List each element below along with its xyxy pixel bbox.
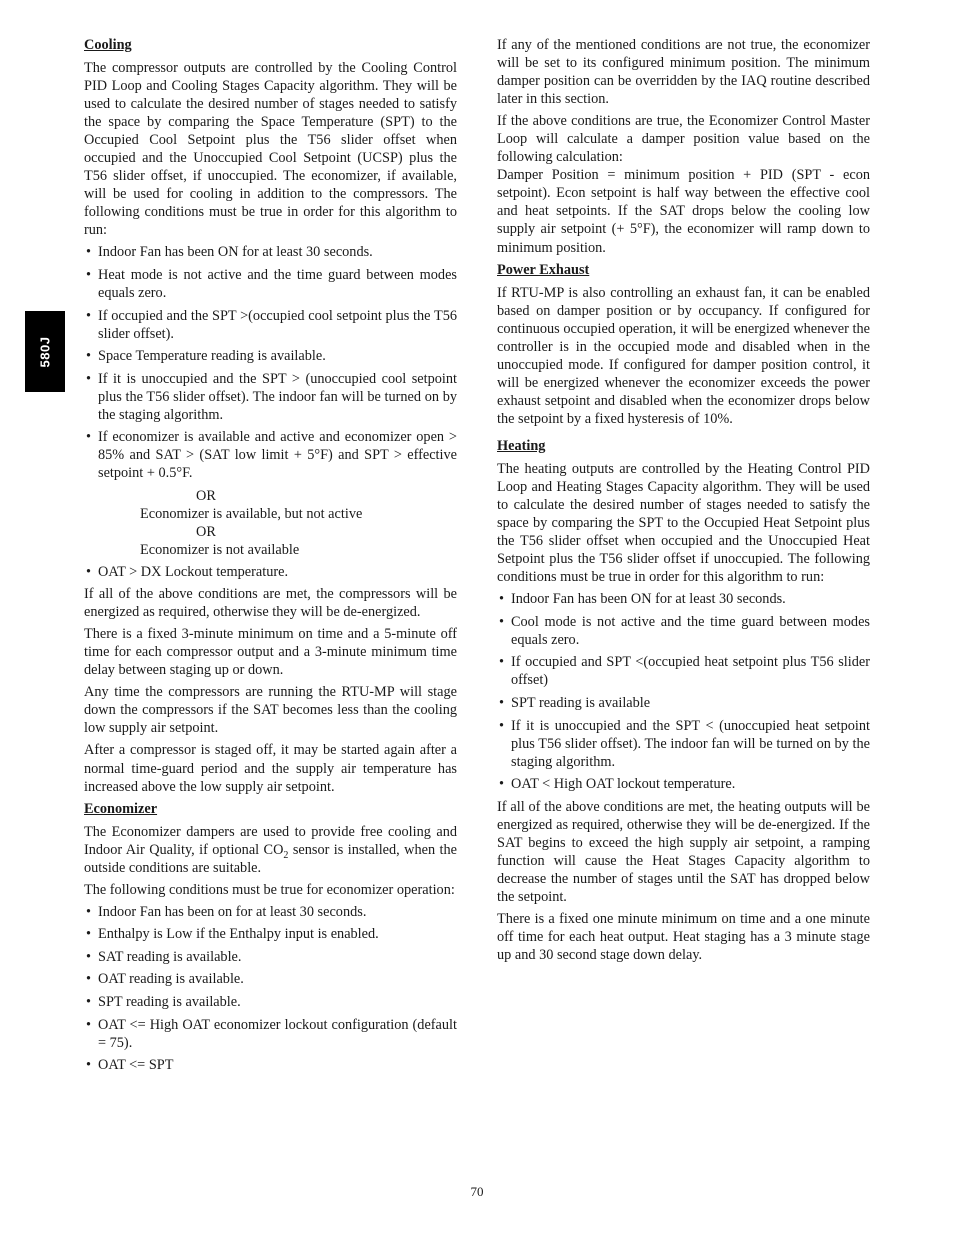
left-column xyxy=(84,36,457,1079)
list-item: • OAT <= High OAT economizer lockout configuration (default = 75). xyxy=(86,1016,457,1051)
page-number: 70 xyxy=(470,1184,484,1199)
list-item: • If it is unoccupied and the SPT < (unoccupied heat setpoint plus T56 slider offset). The indoor fan will be turned on by the staging algorithm. xyxy=(499,717,870,770)
list-item: • Enthalpy is Low if the Enthalpy input is enabled. xyxy=(86,926,379,943)
cooling-paragraph-1: The compressor outputs are controlled by the Cooling Control PID Loop and Cooling Stages Capacity algorithm. They will be used to calculate the desired number of stages needed to satisfy the space by comparing the Space Temperature (SPT) to the Occupied Cool Setpoint plus the T56 slider offset when occupied and the Unoccupied Cool Setpoint (UCSP) plus the T56 slider offset, if unoccupied. The economizer, if available, will be used for cooling in addition to the compressors. The following conditions must be true in order for this algorithm to run: xyxy=(84,60,457,239)
list-item: • OAT <= SPT xyxy=(86,1057,174,1074)
list-item: • Space Temperature reading is available. xyxy=(86,348,326,365)
cooling-conditions-list xyxy=(84,243,457,482)
list-item: • If economizer is available and active and economizer open > 85% and SAT > (SAT low limit + 5°F) and SPT > effective setpoint + 0.5°F. xyxy=(86,429,457,482)
economizer-conditions-list xyxy=(84,903,457,1074)
cooling-paragraph-4: Any time the compressors are running the RTU-MP will stage down the compressors if the SAT becomes less than the cooling low supply air setpoint. xyxy=(84,684,457,737)
heating-conditions-list xyxy=(497,590,870,793)
heating-heading: Heating xyxy=(497,437,546,454)
list-item: • Indoor Fan has been on for at least 30 seconds. xyxy=(86,903,367,920)
heating-paragraph-1: The heating outputs are controlled by the Heating Control PID Loop and Heating Stages Capacity algorithm. They will be used to calculate the desired number of stages needed to satisfy the space by comparing the SPT to the Occupied Heat Setpoint plus the T56 slider offset when occupied and the Unoccupied Heat Setpoint plus the T56 slider offset if unoccupied. The following conditions must be true in order for this algorithm to run: xyxy=(497,460,870,586)
list-item: • If it is unoccupied and the SPT > (unoccupied cool setpoint plus the T56 slider offset). The indoor fan will be turned on by the staging algorithm. xyxy=(86,370,457,423)
economizer-heading: Economizer xyxy=(84,800,158,817)
list-item: • If occupied and SPT <(occupied heat setpoint plus T56 slider offset) xyxy=(499,654,870,689)
list-item: • Indoor Fan has been ON for at least 30 seconds. xyxy=(499,591,786,608)
list-item: • SPT reading is available. xyxy=(86,993,241,1010)
list-item: • If occupied and the SPT >(occupied cool setpoint plus the T56 slider offset). xyxy=(86,307,457,342)
cooling-paragraph-2: If all of the above conditions are met, the compressors will be energized as required, otherwise they will be de-energized. xyxy=(84,586,457,621)
economizer-paragraph-4: If the above conditions are true, the Economizer Control Master Loop will calculate a damper position value based on the following calculation: xyxy=(497,113,870,166)
or-text: OR xyxy=(196,523,216,540)
or-text: OR xyxy=(196,487,216,504)
heating-paragraph-2: If all of the above conditions are met, the heating outputs will be energized as required, otherwise they will be de-energized. If the SAT begins to exceed the high supply air setpoint, a ramping function will cause the Heat Stages Capacity algorithm to decrease the number of stages until the SAT has dropped below the setpoint. xyxy=(497,798,870,905)
section-tab xyxy=(25,311,65,392)
power-exhaust-paragraph: If RTU-MP is also controlling an exhaust fan, it can be enabled based on damper position or by occupancy. If configured for continuous occupied operation, it will be energized whenever the controller is in the occupied mode and disabled when in the unoccupied mode. If configured for damper position control, it will be energized whenever the economizer exceeds the power exhaust setpoint and disabled when the economizer drops below the setpoint by a fixed hysteresis of 10%. xyxy=(497,284,870,427)
list-item: • OAT < High OAT lockout temperature. xyxy=(499,776,736,793)
heating-paragraph-3: There is a fixed one minute minimum on time and a one minute off time for each heat output. Heat staging has a 3 minute stage up and 30 second stage down delay. xyxy=(497,911,870,964)
cooling-heading: Cooling xyxy=(84,37,132,53)
alternative-text: Economizer is not available xyxy=(140,541,300,558)
list-item: • Cool mode is not active and the time guard between modes equals zero. xyxy=(499,613,870,648)
list-item: • OAT > DX Lockout temperature. xyxy=(86,563,289,580)
alternative-text: Economizer is available, but not active xyxy=(140,505,363,522)
list-item: • SAT reading is available. xyxy=(86,948,242,965)
right-column xyxy=(497,36,870,968)
economizer-paragraph-1: The Economizer dampers are used to provide free cooling and Indoor Air Quality, if optional $CO_2$ sensor is installed, when the outside conditions are suitable. xyxy=(84,823,457,876)
list-item: • Indoor Fan has been ON for at least 30 seconds. xyxy=(86,244,373,261)
list-item: • OAT reading is available. xyxy=(86,971,244,988)
economizer-paragraph-5: Damper Position = minimum position + PID (SPT - econ setpoint). Econ setpoint is half way between the effective cool and heat setpoints. If the SAT drops below the cooling low supply air setpoint (+ 5°F), the economizer will ramp down to minimum position. xyxy=(497,167,870,256)
section-tab-label: 580J xyxy=(37,336,53,367)
cooling-oat-list xyxy=(84,563,457,581)
cooling-paragraph-5: After a compressor is staged off, it may be started again after a normal time-guard period and the supply air temperature has increased above the low supply air setpoint. xyxy=(84,742,457,795)
list-item: • Heat mode is not active and the time guard between modes equals zero. xyxy=(86,267,457,302)
list-item: • SPT reading is available xyxy=(499,695,651,711)
cooling-paragraph-3: There is a fixed 3-minute minimum on time and a 5-minute off time for each compressor output and a 3-minute minimum time delay between staging up or down. xyxy=(84,626,457,679)
economizer-alternatives xyxy=(84,487,457,559)
economizer-paragraph-3: If any of the mentioned conditions are not true, the economizer will be set to its configured minimum position. The minimum damper position can be overridden by the IAQ routine described later in this section. xyxy=(497,37,870,108)
economizer-paragraph-2: The following conditions must be true for economizer operation: xyxy=(84,881,455,898)
power-exhaust-heading: Power Exhaust xyxy=(497,261,590,278)
